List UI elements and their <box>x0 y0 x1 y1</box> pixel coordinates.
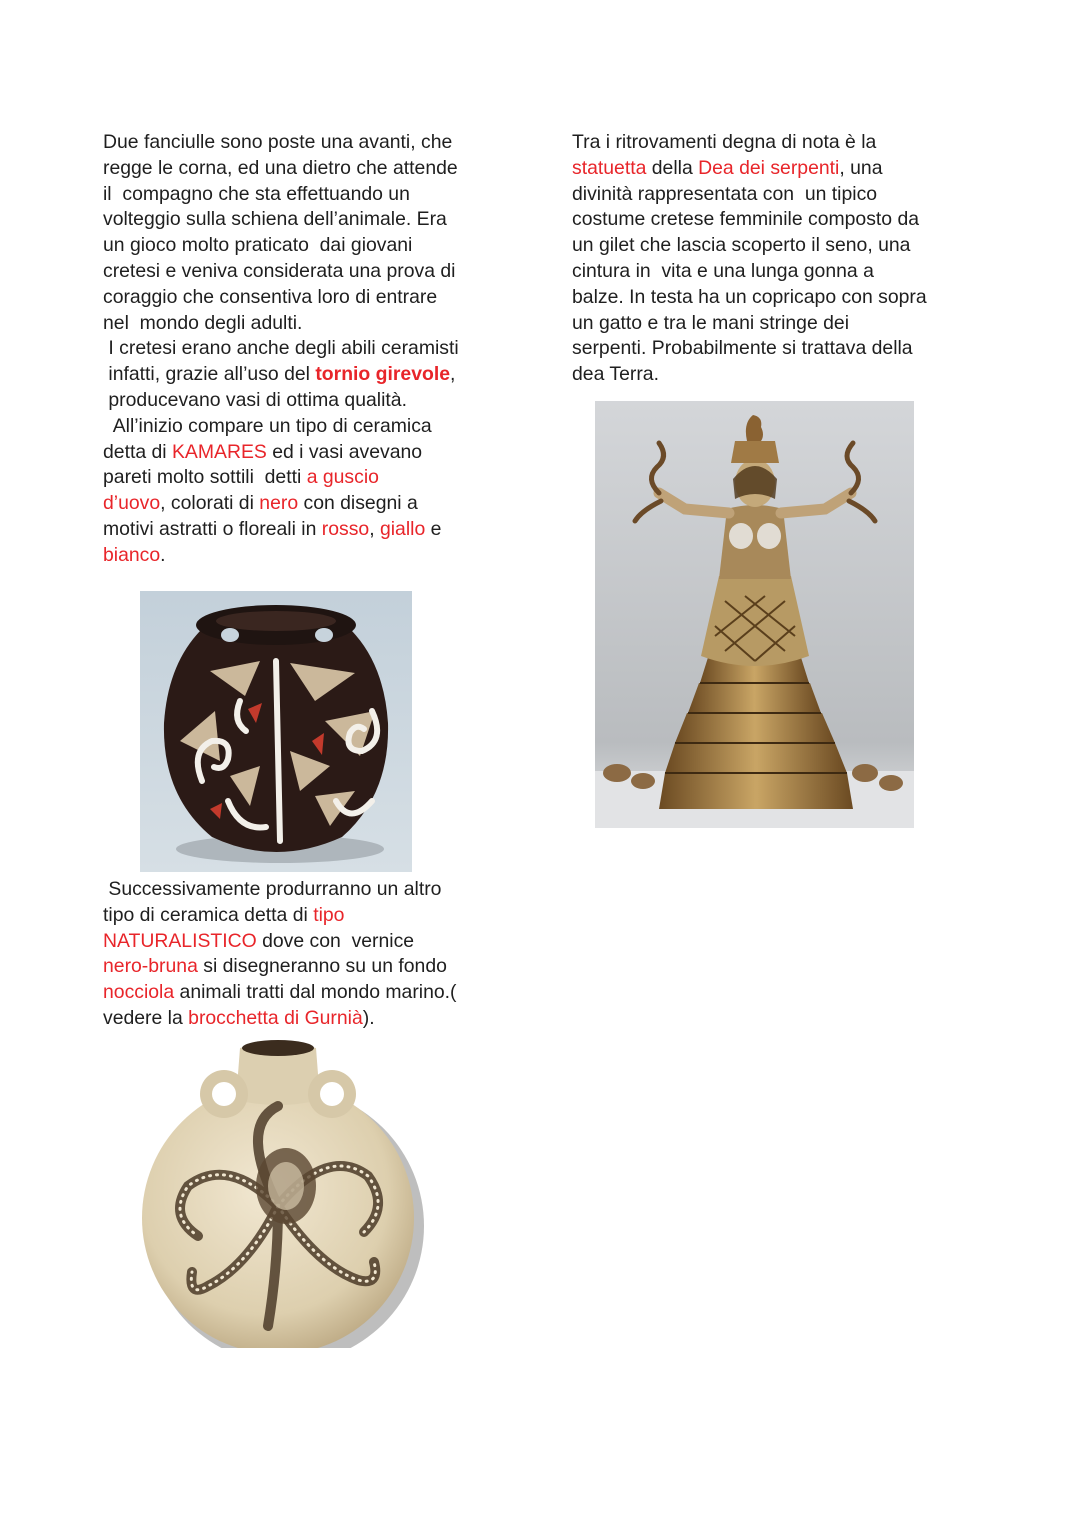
text-segment: divinità rappresentata con un tipico <box>572 182 878 205</box>
text-line <box>103 903 457 929</box>
text-line <box>103 929 457 955</box>
text-segment: Tra i ritrovamenti degna di nota è la <box>572 131 877 153</box>
text-line <box>103 311 459 337</box>
text-line <box>103 1006 457 1032</box>
text-segment: Successivamente produrranno un altro <box>103 878 442 900</box>
text-segment: regge le corna, ed una dietro che attende <box>103 156 458 179</box>
vase-handle-hole-left <box>221 628 239 642</box>
text-line <box>572 336 927 362</box>
vase-mouth <box>216 611 336 631</box>
text-line <box>103 182 459 208</box>
text-segment: , colorati di <box>160 492 260 515</box>
text-line <box>572 233 927 259</box>
snake-goddess-statuette-image <box>595 401 914 828</box>
text-line <box>103 877 457 903</box>
gurnia-octopus-flask-image <box>128 1036 428 1348</box>
text-line <box>572 362 927 388</box>
text-segment: Due fanciulle sono poste una avanti, che <box>103 131 453 153</box>
text-line <box>572 259 927 285</box>
text-segment: un gioco molto praticato dai giovani <box>103 234 413 257</box>
text-segment: tipo di ceramica detta di <box>103 903 314 926</box>
text-segment: coraggio che consentiva loro di entrare <box>103 285 438 308</box>
text-line <box>572 156 927 182</box>
highlighted-term: giallo <box>379 517 426 540</box>
text-line <box>572 311 927 337</box>
statuette-breast-left <box>729 523 753 549</box>
text-segment: . <box>160 543 166 566</box>
text-segment: infatti, grazie all’uso del <box>103 363 316 386</box>
text-line <box>103 980 457 1006</box>
text-segment: cretesi e veniva considerata una prova di <box>103 259 456 282</box>
highlighted-term: NATURALISTICO <box>103 929 257 952</box>
text-line <box>572 285 927 311</box>
kamares-vase-image <box>140 591 412 872</box>
highlighted-term: bianco <box>103 543 161 566</box>
text-segment: balze. In testa ha un copricapo con sopra <box>572 285 927 308</box>
text-line <box>103 440 459 466</box>
flask-mouth <box>242 1040 314 1056</box>
text-segment: e <box>425 517 442 540</box>
highlighted-term: tornio girevole <box>315 363 451 386</box>
right-paragraph-snake-goddess <box>572 130 927 388</box>
flask-handle-hole-left <box>212 1082 236 1106</box>
text-segment: si disegneranno su un fondo <box>197 955 447 978</box>
statuette-headdress <box>731 441 779 463</box>
highlighted-term: tipo <box>313 903 345 926</box>
highlighted-term: brocchetta di Gurnià <box>188 1006 363 1029</box>
text-segment: con disegni a <box>298 492 418 515</box>
text-segment: producevano vasi di ottima qualità. <box>103 388 407 411</box>
text-line <box>103 336 459 362</box>
vase-handle-hole-right <box>315 628 333 642</box>
text-segment: animali tratti dal mondo marino.( <box>174 981 457 1004</box>
text-segment: ed i vasi avevano <box>266 440 423 463</box>
highlighted-term: rosso <box>321 517 370 540</box>
text-segment: pareti molto sottili detti <box>103 466 307 489</box>
text-line <box>103 259 459 285</box>
text-segment: della <box>646 156 699 179</box>
statuette-breast-right <box>757 523 781 549</box>
text-line <box>103 388 459 414</box>
text-line <box>103 491 459 517</box>
flask-handle-hole-right <box>320 1082 344 1106</box>
text-line <box>103 543 459 569</box>
text-segment: serpenti. Probabilmente si trattava della <box>572 337 913 360</box>
text-segment: ). <box>362 1006 375 1029</box>
text-line <box>103 285 459 311</box>
text-segment: All’inizio compare un tipo di ceramica <box>103 414 432 437</box>
text-line <box>103 465 459 491</box>
highlighted-term: nero-bruna <box>103 955 198 978</box>
text-line <box>572 207 927 233</box>
text-line <box>103 130 459 156</box>
text-line <box>103 233 459 259</box>
statuette-apron <box>701 576 809 666</box>
highlighted-term: nocciola <box>103 981 175 1004</box>
text-segment: I cretesi erano anche degli abili ceramisti <box>103 337 459 360</box>
text-line <box>572 130 927 156</box>
highlighted-term: d’uovo <box>103 492 161 515</box>
text-segment: il compagno che sta effettuando un <box>103 182 410 205</box>
text-segment: motivi astratti o floreali in <box>103 517 322 540</box>
text-segment: , una <box>839 156 883 179</box>
text-segment: cintura in vita e una lunga gonna a <box>572 259 874 282</box>
highlighted-term: a guscio <box>306 466 379 489</box>
highlighted-term: Dea dei serpenti <box>698 156 840 179</box>
text-line <box>103 517 459 543</box>
text-segment: volteggio sulla schiena dell’animale. Era <box>103 208 447 231</box>
text-segment: , <box>450 363 456 386</box>
text-line <box>103 414 459 440</box>
text-segment: dea Terra. <box>572 363 659 386</box>
text-segment: un gatto e tra le mani stringe dei <box>572 311 850 334</box>
flask-octopus-head-highlight <box>268 1162 304 1210</box>
text-line <box>103 207 459 233</box>
text-line <box>103 954 457 980</box>
highlighted-term: nero <box>259 492 299 515</box>
highlighted-term: KAMARES <box>172 440 267 463</box>
text-segment: detta di <box>103 440 172 463</box>
text-segment: vedere la <box>103 1006 189 1029</box>
text-line <box>103 156 459 182</box>
text-segment: costume cretese femminile composto da <box>572 208 920 231</box>
highlighted-term: statuetta <box>572 156 647 179</box>
text-segment: dove con vernice <box>256 929 415 952</box>
text-line <box>572 182 927 208</box>
left-paragraph-naturalistic-ceramics <box>103 877 457 1032</box>
text-segment: , <box>369 517 380 540</box>
text-segment: un gilet che lascia scoperto il seno, una <box>572 234 911 257</box>
text-segment: nel mondo degli adulti. <box>103 311 303 334</box>
left-paragraph-bull-leaping-and-kamares <box>103 130 459 569</box>
text-line <box>103 362 459 388</box>
